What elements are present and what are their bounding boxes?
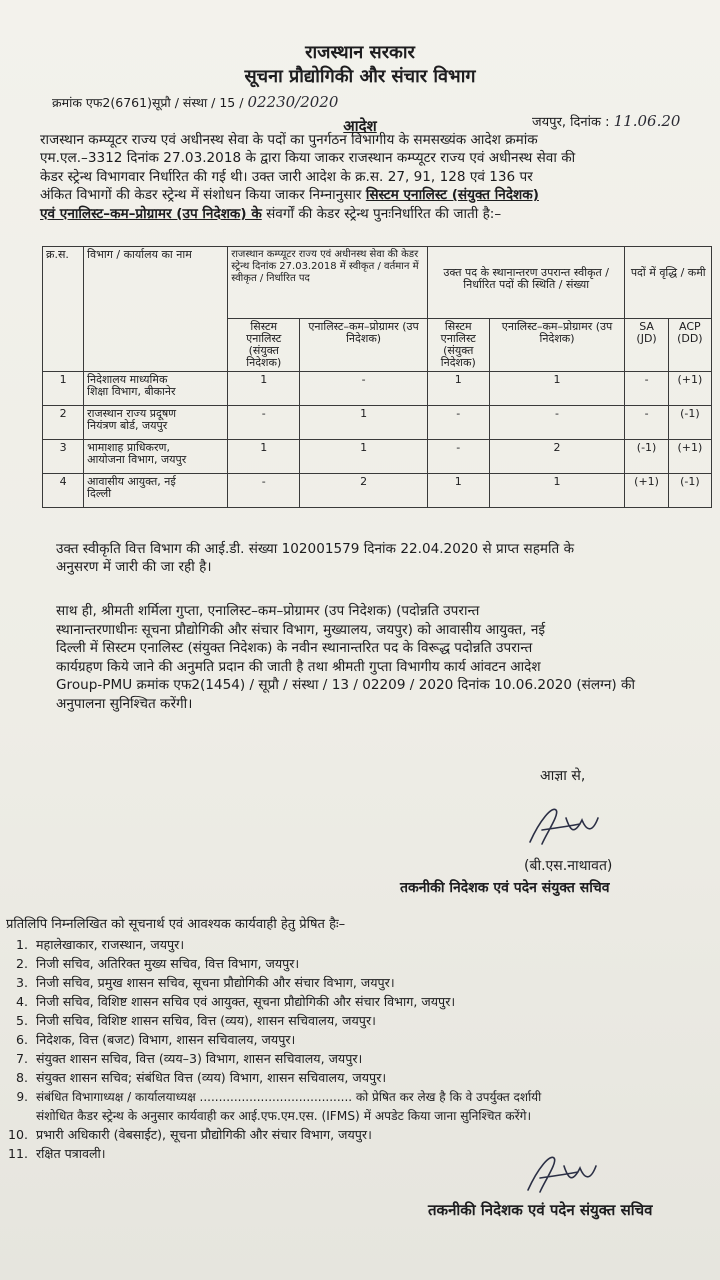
list-item: 10. प्रभारी अधिकारी (वेबसाईट), सूचना प्रौद्योगिकी और संचार विभाग, जयपुर। (7, 1127, 372, 1142)
row-acp-old: 1 (300, 440, 428, 474)
table-row (43, 372, 712, 406)
row-acp-diff: (-1) (668, 406, 711, 440)
paragraph-1 (40, 131, 575, 223)
row-dept: निदेशालय माध्यमिक शिक्षा विभाग, बीकानेर (84, 372, 228, 406)
row-acp-new: - (489, 406, 625, 440)
row-sno: 3 (43, 440, 84, 474)
row-sno: 1 (43, 372, 84, 406)
list-item: 5. निजी सचिव, विशिष्ट शासन सचिव, वित्त (व्यय), शासन सचिवालय, जयपुर। (15, 1013, 376, 1028)
paragraph-2-line: अनुसरण में जारी की जा रही है। (56, 559, 212, 576)
header-sa-new: सिस्टम एनालिस्ट (संयुक्त निदेशक) (427, 319, 489, 372)
row-sa-new: 1 (427, 372, 489, 406)
signatory-designation: तकनीकी निदेशक एवं पदेन संयुक्त सचिव (400, 880, 610, 896)
list-item: 2. निजी सचिव, अतिरिक्त मुख्य सचिव, वित्त विभाग, जयपुर। (15, 956, 300, 971)
row-dept: भामाशाह प्राधिकरण, आयोजना विभाग, जयपुर (84, 440, 228, 474)
table-row (43, 406, 712, 440)
paragraph-3-line: साथ ही, श्रीमती शर्मिला गुप्ता, एनालिस्ट–कम–प्रोग्रामर (उप निदेशक) (पदोन्नति उपरान्त (56, 603, 480, 619)
header-government: राजस्थान सरकार (305, 42, 415, 63)
row-sa-old: 1 (228, 440, 300, 474)
paragraph-3-line: अनुपालना सुनिश्चित करेंगी। (56, 695, 193, 712)
header-original-strength: राजस्थान कम्प्यूटर राज्य एवं अधीनस्थ सेवा की केडर स्ट्रेन्थ दिनांक 27.03.2018 में स्वीकृत / वर्तमान में स्वीकृत / निर्धारित पद (228, 247, 428, 319)
reference-handwritten: 02230/2020 (247, 93, 339, 111)
order-date (532, 112, 680, 130)
row-sa-new: - (427, 406, 489, 440)
header-acp-new: एनालिस्ट–कम–प्रोग्रामर (उप निदेशक) (489, 319, 625, 372)
header-sa-diff: SA (JD) (625, 319, 668, 372)
order-title: आदेश (343, 117, 377, 135)
row-acp-old: 1 (300, 406, 428, 440)
paragraph-2-line: उक्त स्वीकृति वित्त विभाग की आई.डी. संख्या 102001579 दिनांक 22.04.2020 से प्राप्त सहमति के (56, 541, 575, 557)
cadre-highlight: एवं एनालिस्ट–कम–प्रोग्रामर (उप निदेशक) के (40, 205, 262, 222)
header-sno: क्र.स. (43, 247, 84, 372)
row-sa-old: - (228, 474, 300, 508)
row-sa-diff: (+1) (625, 474, 668, 508)
cadre-highlight: सिस्टम एनालिस्ट (संयुक्त निदेशक) (365, 187, 539, 204)
paragraph-3-line: दिल्ली में सिस्टम एनालिस्ट (संयुक्त निदेशक) के नवीन स्थानान्तरित पद के विरूद्ध पदोन्नति उपरान्त (56, 640, 533, 657)
paragraph-1-line: एवं एनालिस्ट–कम–प्रोग्रामर (उप निदेशक) के संवर्गों की केडर स्ट्रेन्थ पुनःनिर्धारित की जाती है:– (40, 205, 502, 222)
row-sno: 4 (43, 474, 84, 508)
list-item: 3. निजी सचिव, प्रमुख शासन सचिव, सूचना प्रौद्योगिकी और संचार विभाग, जयपुर। (15, 975, 395, 990)
paragraph-3-line: कार्यग्रहण किये जाने की अनुमति प्रदान की जाती है तथा श्रीमती गुप्ता विभागीय कार्य आंवटन आदेश (56, 658, 541, 675)
row-acp-diff: (-1) (668, 474, 711, 508)
row-sa-diff: (-1) (625, 440, 668, 474)
row-sa-diff: - (625, 372, 668, 406)
list-item: 8. संयुक्त शासन सचिव; संबंधित वित्त (व्यय) विभाग, शासन सचिवालय, जयपुर। (15, 1070, 387, 1085)
signature-mark (522, 800, 602, 850)
reference-printed: क्रमांक एफ2(6761)सूप्रौ / संस्था / 15 / (52, 95, 244, 110)
row-sa-new: - (427, 440, 489, 474)
header-acp-diff: ACP (DD) (668, 319, 711, 372)
list-item: 9. संबंधित विभागाध्यक्ष / कार्यालयाध्यक्ष ........................................ को प्रेषित कर लेख है कि वे उपर्युक्त दर्शायी (16, 1090, 542, 1104)
paragraph-1-line: एम.एल.–3312 दिनांक 27.03.2018 के द्वारा किया जाकर राजस्थान कम्प्यूटर राज्य एवं अधीनस्थ सेवा की (40, 150, 576, 167)
list-item: 11. रक्षित पत्रावली। (7, 1146, 106, 1161)
signature-mark (520, 1148, 600, 1198)
table-row (43, 474, 712, 508)
row-dept: राजस्थान राज्य प्रदूषण नियंत्रण बोर्ड, जयपुर (84, 406, 228, 440)
cadre-strength-table (42, 246, 712, 508)
paragraph-1-line: अंकित विभागों की केडर स्ट्रेन्थ में संशोधन किया जाकर निम्नानुसार सिस्टम एनालिस्ट (संयुक्त निदेशक) (40, 187, 539, 204)
paragraph-2 (56, 540, 574, 577)
order-reference (52, 93, 338, 111)
by-order: आज्ञा से, (540, 768, 586, 784)
signatory-name: (बी.एस.नाथावत) (524, 858, 613, 874)
header-dept: विभाग / कार्यालय का नाम (84, 247, 228, 372)
row-acp-diff: (+1) (668, 440, 711, 474)
list-item: 1. महालेखाकार, राजस्थान, जयपुर। (15, 937, 185, 952)
paragraph-1-line: राजस्थान कम्प्यूटर राज्य एवं अधीनस्थ सेवा के पदों का पुनर्गठन विभागीय के समसख्यंक आदेश क्रमांक (40, 132, 538, 148)
paragraph-3-line: स्थानान्तरणाधीनः सूचना प्रौद्योगिकी और संचार विभाग, मुख्यालय, जयपुर) को आवासीय आयुक्त, नई (56, 621, 546, 638)
signatory-designation-2: तकनीकी निदेशक एवं पदेन संयुक्त सचिव (428, 1201, 653, 1219)
row-sa-new: 1 (427, 474, 489, 508)
row-acp-new: 1 (489, 372, 625, 406)
row-acp-old: 2 (300, 474, 428, 508)
header-change: पदों में वृद्धि / कमी (625, 247, 712, 319)
header-acp-old: एनालिस्ट–कम–प्रोग्रामर (उप निदेशक) (300, 319, 428, 372)
row-acp-new: 2 (489, 440, 625, 474)
row-sa-old: 1 (228, 372, 300, 406)
row-sa-old: - (228, 406, 300, 440)
paragraph-3-line: Group-PMU क्रमांक एफ2(1454) / सूप्रौ / संस्था / 13 / 02209 / 2020 दिनांक 10.06.2020 (संलग्न) की (56, 677, 635, 694)
date-value: 11.06.20 (613, 112, 681, 130)
date-label: जयपुर, दिनांक : (532, 115, 610, 130)
paragraph-1-line: केडर स्ट्रेन्थ विभागवार निर्धारित की गई थी। उक्त जारी आदेश के क्र.स. 27, 91, 128 एवं 136 पर (40, 168, 533, 185)
table-row (43, 440, 712, 474)
row-sa-diff: - (625, 406, 668, 440)
row-acp-old: - (300, 372, 428, 406)
row-acp-diff: (+1) (668, 372, 711, 406)
row-sno: 2 (43, 406, 84, 440)
header-sa-old: सिस्टम एनालिस्ट (संयुक्त निदेशक) (228, 319, 300, 372)
paragraph-3 (56, 602, 635, 714)
row-acp-new: 1 (489, 474, 625, 508)
copy-intro: प्रतिलिपि निम्नलिखित को सूचनार्थ एवं आवश्यक कार्यवाही हेतु प्रेषित हैः– (6, 917, 346, 932)
list-item: 6. निदेशक, वित्त (बजट) विभाग, शासन सचिवालय, जयपुर। (15, 1032, 296, 1047)
header-department: सूचना प्रौद्योगिकी और संचार विभाग (244, 66, 476, 87)
row-dept: आवासीय आयुक्त, नई दिल्ली (84, 474, 228, 508)
list-item: संशोधित कैडर स्ट्रेन्थ के अनुसार कार्यवाही कर आई.एफ.एम.एस. (IFMS) में अपडेट किया जाना सुनिश्चित करेंगे। (36, 1109, 532, 1123)
list-item: 4. निजी सचिव, विशिष्ट शासन सचिव एवं आयुक्त, सूचना प्रौद्योगिकी और संचार विभाग, जयपुर। (15, 994, 456, 1009)
list-item: 7. संयुक्त शासन सचिव, वित्त (व्यय–3) विभाग, शासन सचिवालय, जयपुर। (15, 1051, 363, 1066)
header-post-transfer: उक्त पद के स्थानान्तरण उपरान्त स्वीकृत / निर्धारित पदों की स्थिति / संख्या (427, 247, 625, 319)
